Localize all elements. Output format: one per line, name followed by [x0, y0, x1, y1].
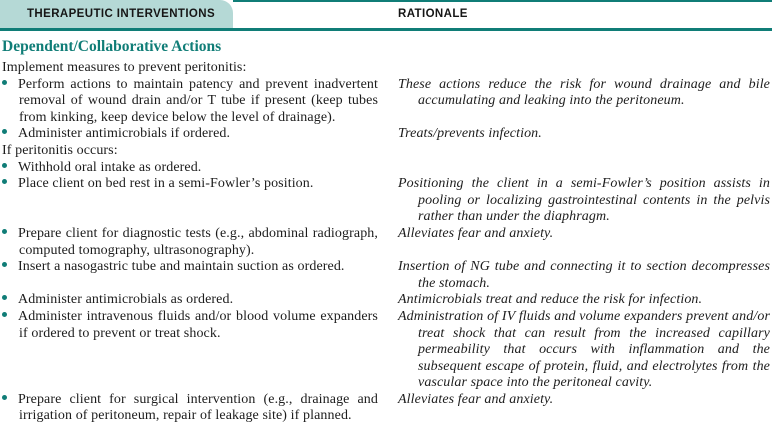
intervention-text: Perform actions to maintain patency and prevent inadvertent removal of wound drain and/or T tube if present (keep tubes from kinking, keep device below the level of drainage). [18, 76, 378, 125]
bullet-icon [2, 262, 7, 267]
bullet-icon [2, 229, 7, 234]
intervention-cell [0, 126, 390, 143]
intervention-cell [0, 226, 390, 259]
rationale-cell [390, 126, 772, 143]
bullet-icon [2, 312, 7, 317]
table-row [0, 60, 772, 77]
intervention-bullet-item [2, 160, 378, 177]
intervention-bullet-item [2, 176, 378, 193]
rationale-cell [390, 309, 772, 392]
rows-container [0, 60, 772, 425]
intervention-bullet-item [2, 226, 378, 259]
intervention-text: Prepare client for diagnostic tests (e.g., abdominal radiograph, computed tomography, ultrasonography). [18, 225, 378, 258]
intervention-cell [0, 143, 390, 160]
table-row [0, 226, 772, 259]
intervention-text: Administer antimicrobials if ordered. [18, 126, 231, 142]
table-row [0, 77, 772, 127]
intervention-bullet-item [2, 292, 378, 309]
intervention-text: Prepare client for surgical intervention (e.g., drainage and irrigation of peritoneum, repair of leakage site) if planned. [18, 391, 378, 424]
rationale-text: Insertion of NG tube and connecting it to section decompresses the stomach. [398, 259, 770, 291]
table-row [0, 392, 772, 425]
table-row [0, 143, 772, 160]
intervention-cell [0, 77, 390, 127]
table-row [0, 160, 772, 177]
intervention-cell [0, 309, 390, 342]
intervention-text: Insert a nasogastric tube and maintain suction as ordered. [18, 259, 345, 275]
intervention-cell [0, 160, 390, 177]
rationale-text: Alleviates fear and anxiety. [398, 225, 554, 241]
rationale-cell [390, 226, 772, 243]
intervention-text: Withhold oral intake as ordered. [18, 159, 202, 175]
intervention-text: Place client on bed rest in a semi-Fowler’s position. [18, 176, 314, 192]
table-row [0, 309, 772, 392]
intervention-bullet-item [2, 126, 378, 143]
rationale-cell [390, 176, 772, 226]
bullet-icon [2, 129, 7, 134]
bullet-icon [2, 80, 7, 85]
rationale-text: Positioning the client in a semi-Fowler’s position assists in pooling or localizing gastrointestinal contents in the pelvis rather than under the diaphragm. [398, 176, 770, 225]
intervention-cell [0, 392, 390, 425]
intervention-text: If peritonitis occurs: [2, 142, 118, 158]
rationale-cell [390, 292, 772, 309]
rationale-text: Treats/prevents infection. [398, 126, 542, 142]
rationale-text: Antimicrobials treat and reduce the risk for infection. [398, 292, 703, 308]
table-row [0, 126, 772, 143]
header-top-rule [233, 0, 772, 2]
table-row [0, 259, 772, 292]
bullet-icon [2, 163, 7, 168]
intervention-cell [0, 259, 390, 276]
table-header [0, 0, 772, 31]
intervention-bullet-item [2, 309, 378, 342]
intervention-bullet-item [2, 77, 378, 127]
rationale-cell [390, 77, 772, 110]
intervention-bullet-item [2, 259, 378, 276]
intervention-text: Administer intravenous fluids and/or blood volume expanders if ordered to prevent or treat shock. [18, 308, 378, 341]
rationale-text: Alleviates fear and anxiety. [398, 391, 554, 407]
intervention-cell [0, 292, 390, 309]
header-bottom-rule [0, 28, 772, 31]
intervention-bullet-item [2, 392, 378, 425]
intervention-text: Administer antimicrobials as ordered. [18, 292, 234, 308]
table-row [0, 292, 772, 309]
intervention-text: Implement measures to prevent peritonitis: [2, 60, 247, 75]
rationale-label: RATIONALE [398, 8, 468, 20]
therapeutic-interventions-tab [0, 0, 233, 28]
intervention-cell [0, 60, 390, 77]
bullet-icon [2, 395, 7, 400]
bullet-icon [2, 179, 7, 184]
rationale-cell [390, 392, 772, 409]
table-row [0, 176, 772, 226]
section-heading: Dependent/Collaborative Actions [2, 38, 222, 55]
intervention-cell [0, 176, 390, 193]
rationale-text: Administration of IV fluids and volume expanders prevent and/or treat shock that can result from the increased capillary permeability that occurs with inflammation and the subsequent escape of protein, fluid, and electrolytes from the vascular space into the peritoneal cavity. [398, 308, 770, 391]
therapeutic-interventions-label: THERAPEUTIC INTERVENTIONS [27, 8, 216, 20]
rationale-text: These actions reduce the risk for wound drainage and bile accumulating and leaking into the peritoneum. [398, 76, 770, 109]
bullet-icon [2, 295, 7, 300]
rationale-cell [390, 259, 772, 292]
